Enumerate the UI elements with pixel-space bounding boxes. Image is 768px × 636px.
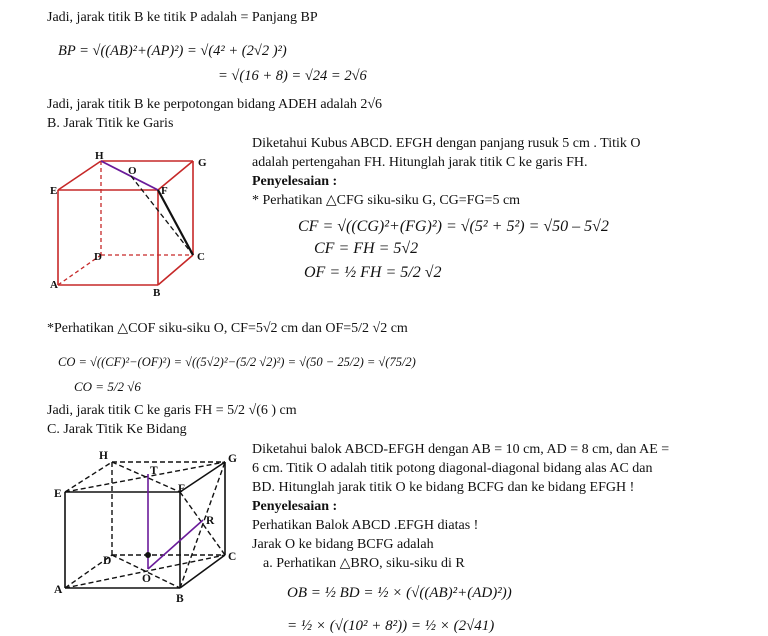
box-label-r: R <box>206 515 215 527</box>
cube-solution-label: Penyelesaian : <box>252 174 338 189</box>
cube-label-f: F <box>161 185 168 197</box>
section-b-heading: B. Jarak Titik ke Garis <box>47 116 174 131</box>
cube-label-g: G <box>198 157 207 169</box>
cf-fh-equation: CF = FH = 5√2 <box>314 240 419 257</box>
cube-label-d: D <box>94 251 102 263</box>
point-marker <box>145 552 151 558</box>
cube-label-o: O <box>128 165 137 177</box>
segment-fc <box>158 190 193 255</box>
bp-equation-1: BP = √((AB)²+(AP)²) = √(4² + (2√2 )²) <box>58 43 287 59</box>
cube-label-h: H <box>95 150 104 162</box>
cube-label-e: E <box>50 185 58 197</box>
bp-conclusion: Jadi, jarak titik B ke perpotongan bidang ADEH adalah 2√6 <box>47 97 383 112</box>
cube-solid-edges <box>58 161 193 285</box>
box-label-c: C <box>228 551 237 563</box>
co-conclusion: Jadi, jarak titik C ke garis FH = 5/2 √(6 ) cm <box>47 403 297 418</box>
box-label-a: A <box>54 584 63 596</box>
box-problem-line-1: Diketahui balok ABCD-EFGH dengan AB = 10 cm, AD = 8 cm, dan AE = <box>252 442 670 457</box>
co-equation-1: CO = √((CF)²−(OF)²) = √((5√2)²−(5/2 √2)²) = √(50 − 25/2) = √(75/2) <box>58 355 416 369</box>
co-equation-2: CO = 5/2 √6 <box>74 379 141 394</box>
box-label-d: D <box>103 555 112 567</box>
cube-hidden-edges <box>58 161 193 285</box>
cf-equation: CF = √((CG)²+(FG)²) = √(5² + 5²) = √50 – 5√2 <box>298 218 609 235</box>
box-diagram <box>50 445 250 605</box>
box-label-g: G <box>228 453 237 465</box>
box-problem-line-2: 6 cm. Titik O adalah titik potong diagonal-diagonal bidang alas AC dan <box>252 461 653 476</box>
box-step-2: Jarak O ke bidang BCFG adalah <box>252 537 434 552</box>
bp-equation-2: = √(16 + 8) = √24 = 2√6 <box>218 68 367 84</box>
ob-equation: OB = ½ BD = ½ × (√((AB)²+(AD)²)) <box>287 585 512 601</box>
box-problem-line-3: BD. Hitunglah jarak titik O ke bidang BCFG dan ke bidang EFGH ! <box>252 480 635 495</box>
cube-label-b: B <box>153 287 161 299</box>
cof-step: *Perhatikan △COF siku-siku O, CF=5√2 cm dan OF=5/2 √2 cm <box>47 321 408 336</box>
cube-problem-line-1: Diketahui Kubus ABCD. EFGH dengan panjang rusuk 5 cm . Titik O <box>252 136 641 151</box>
box-label-o: O <box>142 573 151 585</box>
box-solid-edges <box>65 462 225 588</box>
cube-step-1: * Perhatikan △CFG siku-siku G, CG=FG=5 cm <box>252 193 521 208</box>
box-label-f: F <box>178 483 186 495</box>
box-step-3: a. Perhatikan △BRO, siku-siku di R <box>263 556 465 571</box>
cube-diagram <box>48 145 223 300</box>
box-label-b: B <box>176 593 184 605</box>
box-label-t: T <box>150 465 158 477</box>
box-solution-label: Penyelesaian : <box>252 499 338 514</box>
cube-label-c: C <box>197 251 205 263</box>
cube-label-a: A <box>50 279 58 291</box>
ob-equation-2: = ½ × (√(10² + 8²)) = ½ × (2√41) <box>287 618 495 634</box>
box-step-1: Perhatikan Balok ABCD .EFGH diatas ! <box>252 518 479 533</box>
bp-statement: Jadi, jarak titik B ke titik P adalah = Panjang BP <box>47 10 318 25</box>
section-c-heading: C. Jarak Titik Ke Bidang <box>47 422 187 437</box>
cube-problem-line-2: adalah pertengahan FH. Hitunglah jarak titik C ke garis FH. <box>252 155 588 170</box>
of-equation: OF = ½ FH = 5/2 √2 <box>304 264 442 281</box>
box-label-e: E <box>54 488 62 500</box>
box-hidden-edges <box>65 462 225 588</box>
box-label-h: H <box>99 450 108 462</box>
